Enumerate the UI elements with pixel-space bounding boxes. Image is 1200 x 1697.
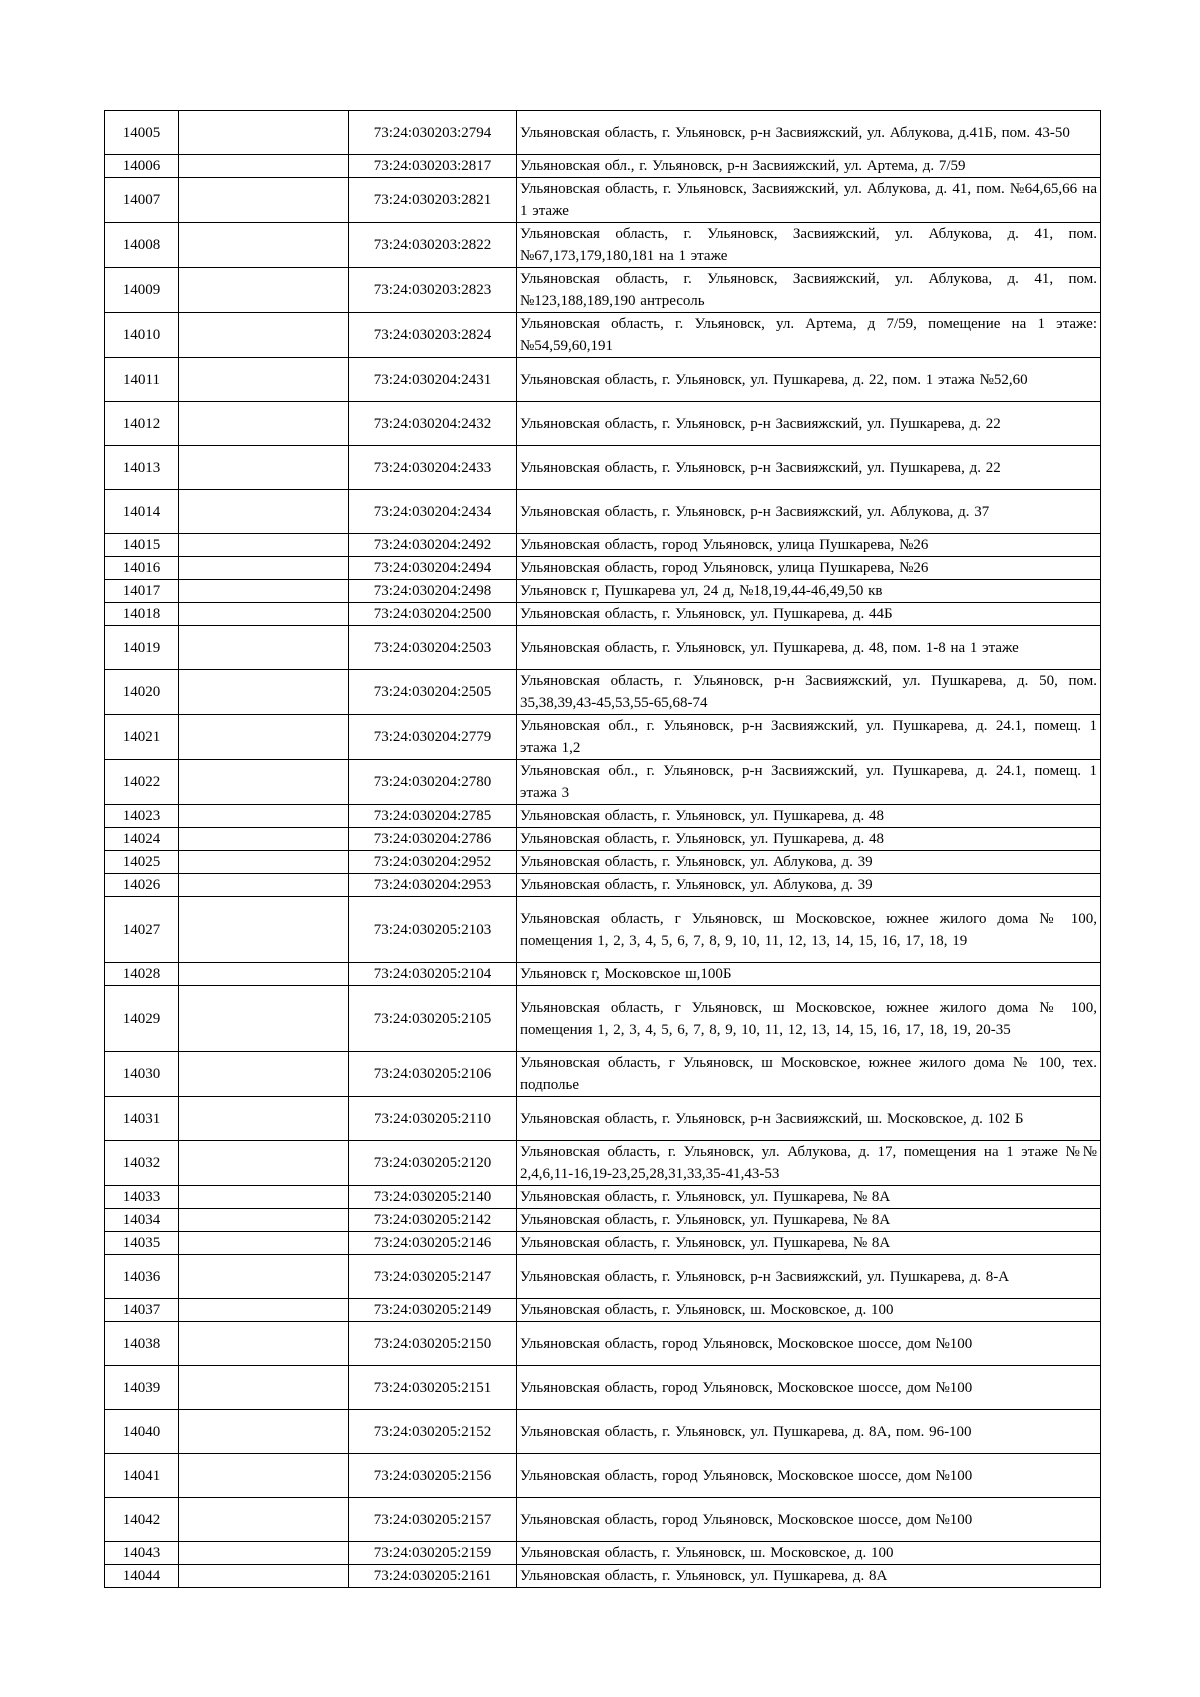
row-number: 14017: [105, 580, 179, 603]
row-number: 14026: [105, 874, 179, 897]
row-number: 14042: [105, 1498, 179, 1542]
property-address: Ульяновская область, г. Ульяновск, ш. Московское, д. 100: [517, 1299, 1101, 1322]
property-address: Ульяновская область, г. Ульяновск, ул. Пушкарева, № 8А: [517, 1209, 1101, 1232]
row-number: 14021: [105, 715, 179, 760]
row-number: 14039: [105, 1366, 179, 1410]
row-number: 14015: [105, 534, 179, 557]
property-address: Ульяновская область, г. Ульяновск, ш. Московское, д. 100: [517, 1542, 1101, 1565]
cadastral-number: 73:24:030205:2120: [349, 1141, 517, 1186]
row-empty-cell: [179, 828, 349, 851]
row-empty-cell: [179, 557, 349, 580]
row-empty-cell: [179, 490, 349, 534]
table-row: [105, 1322, 1101, 1366]
row-empty-cell: [179, 1498, 349, 1542]
registry-table-body: [105, 111, 1101, 1588]
row-empty-cell: [179, 268, 349, 313]
property-address: Ульяновская область, г Ульяновск, ш Московское, южнее жилого дома № 100, помещения 1, 2, 3, 4, 5, 6, 7, 8, 9, 10, 11, 12, 13, 14, 15, 16, 17, 18, 19, 20-35: [517, 986, 1101, 1052]
property-address: Ульяновская область, г. Ульяновск, ул. Пушкарева, д. 8А, пом. 96-100: [517, 1410, 1101, 1454]
property-address: Ульяновская область, г. Ульяновск, ул. Пушкарева, д. 8А: [517, 1565, 1101, 1588]
property-address: Ульяновская область, г. Ульяновск, Засвияжский, ул. Аблукова, д. 41, пом. №67,173,179,180,181 на 1 этаже: [517, 223, 1101, 268]
row-empty-cell: [179, 760, 349, 805]
row-empty-cell: [179, 1186, 349, 1209]
property-address: Ульяновская область, г. Ульяновск, ул. Пушкарева, № 8А: [517, 1232, 1101, 1255]
property-address: Ульяновская область, город Ульяновск, Московское шоссе, дом №100: [517, 1366, 1101, 1410]
row-number: 14016: [105, 557, 179, 580]
cadastral-number: 73:24:030204:2786: [349, 828, 517, 851]
row-empty-cell: [179, 1366, 349, 1410]
row-number: 14008: [105, 223, 179, 268]
table-row: [105, 557, 1101, 580]
cadastral-number: 73:24:030205:2151: [349, 1366, 517, 1410]
property-registry-table: [104, 110, 1101, 1588]
row-empty-cell: [179, 670, 349, 715]
row-number: 14034: [105, 1209, 179, 1232]
cadastral-number: 73:24:030204:2498: [349, 580, 517, 603]
table-row: [105, 670, 1101, 715]
cadastral-number: 73:24:030205:2110: [349, 1097, 517, 1141]
row-number: 14022: [105, 760, 179, 805]
row-empty-cell: [179, 1209, 349, 1232]
row-number: 14032: [105, 1141, 179, 1186]
table-row: [105, 760, 1101, 805]
property-address: Ульяновская область, г Ульяновск, ш Московское, южнее жилого дома № 100, помещения 1, 2, 3, 4, 5, 6, 7, 8, 9, 10, 11, 12, 13, 14, 15, 16, 17, 18, 19: [517, 897, 1101, 963]
row-number: 14018: [105, 603, 179, 626]
cadastral-number: 73:24:030203:2822: [349, 223, 517, 268]
cadastral-number: 73:24:030204:2432: [349, 402, 517, 446]
table-row: [105, 155, 1101, 178]
property-address: Ульяновская область, г. Ульяновск, р-н Засвияжский, ул. Пушкарева, д. 8-А: [517, 1255, 1101, 1299]
row-empty-cell: [179, 1255, 349, 1299]
cadastral-number: 73:24:030205:2146: [349, 1232, 517, 1255]
property-address: Ульяновская область, г. Ульяновск, ул. Аблукова, д. 17, помещения на 1 этаже №№ 2,4,6,11-16,19-23,25,28,31,33,35-41,43-53: [517, 1141, 1101, 1186]
cadastral-number: 73:24:030205:2106: [349, 1052, 517, 1097]
table-row: [105, 534, 1101, 557]
property-address: Ульяновская область, г. Ульяновск, р-н Засвияжский, ул. Аблукова, д.41Б, пом. 43-50: [517, 111, 1101, 155]
row-empty-cell: [179, 178, 349, 223]
cadastral-number: 73:24:030205:2149: [349, 1299, 517, 1322]
cadastral-number: 73:24:030204:2505: [349, 670, 517, 715]
row-empty-cell: [179, 874, 349, 897]
property-address: Ульяновская область, г. Ульяновск, ул. Пушкарева, д. 48, пом. 1-8 на 1 этаже: [517, 626, 1101, 670]
table-row: [105, 1366, 1101, 1410]
cadastral-number: 73:24:030204:2434: [349, 490, 517, 534]
table-row: [105, 1542, 1101, 1565]
property-address: Ульяновская область, г. Ульяновск, ул. Артема, д 7/59, помещение на 1 этаже: №54,59,60,191: [517, 313, 1101, 358]
row-number: 14024: [105, 828, 179, 851]
table-row: [105, 402, 1101, 446]
row-empty-cell: [179, 1454, 349, 1498]
table-row: [105, 874, 1101, 897]
property-address: Ульяновск г, Пушкарева ул, 24 д, №18,19,44-46,49,50 кв: [517, 580, 1101, 603]
row-empty-cell: [179, 1299, 349, 1322]
property-address: Ульяновск г, Московское ш,100Б: [517, 963, 1101, 986]
cadastral-number: 73:24:030203:2824: [349, 313, 517, 358]
row-number: 14019: [105, 626, 179, 670]
cadastral-number: 73:24:030204:2780: [349, 760, 517, 805]
row-empty-cell: [179, 1052, 349, 1097]
table-row: [105, 580, 1101, 603]
table-row: [105, 805, 1101, 828]
cadastral-number: 73:24:030204:2500: [349, 603, 517, 626]
table-row: [105, 603, 1101, 626]
row-empty-cell: [179, 963, 349, 986]
table-row: [105, 851, 1101, 874]
property-address: Ульяновская область, г. Ульяновск, Засвияжский, ул. Аблукова, д. 41, пом. №64,65,66 на 1 этаже: [517, 178, 1101, 223]
row-empty-cell: [179, 1565, 349, 1588]
table-row: [105, 986, 1101, 1052]
cadastral-number: 73:24:030204:2431: [349, 358, 517, 402]
row-empty-cell: [179, 897, 349, 963]
table-row: [105, 1410, 1101, 1454]
row-empty-cell: [179, 1097, 349, 1141]
row-number: 14005: [105, 111, 179, 155]
row-number: 14043: [105, 1542, 179, 1565]
cadastral-number: 73:24:030205:2159: [349, 1542, 517, 1565]
row-number: 14010: [105, 313, 179, 358]
row-empty-cell: [179, 313, 349, 358]
cadastral-number: 73:24:030204:2953: [349, 874, 517, 897]
table-row: [105, 358, 1101, 402]
cadastral-number: 73:24:030205:2157: [349, 1498, 517, 1542]
row-empty-cell: [179, 805, 349, 828]
row-empty-cell: [179, 358, 349, 402]
table-row: [105, 626, 1101, 670]
cadastral-number: 73:24:030205:2150: [349, 1322, 517, 1366]
table-row: [105, 828, 1101, 851]
cadastral-number: 73:24:030204:2492: [349, 534, 517, 557]
table-row: [105, 715, 1101, 760]
property-address: Ульяновская область, г. Ульяновск, ул. Аблукова, д. 39: [517, 874, 1101, 897]
property-address: Ульяновская область, г. Ульяновск, ул. Пушкарева, д. 22, пом. 1 этажа №52,60: [517, 358, 1101, 402]
cadastral-number: 73:24:030205:2147: [349, 1255, 517, 1299]
row-number: 14035: [105, 1232, 179, 1255]
property-address: Ульяновская область, город Ульяновск, Московское шоссе, дом №100: [517, 1322, 1101, 1366]
table-row: [105, 268, 1101, 313]
row-number: 14028: [105, 963, 179, 986]
cadastral-number: 73:24:030204:2779: [349, 715, 517, 760]
cadastral-number: 73:24:030204:2952: [349, 851, 517, 874]
cadastral-number: 73:24:030204:2785: [349, 805, 517, 828]
row-empty-cell: [179, 155, 349, 178]
row-empty-cell: [179, 715, 349, 760]
property-address: Ульяновская область, город Ульяновск, Московское шоссе, дом №100: [517, 1454, 1101, 1498]
cadastral-number: 73:24:030203:2817: [349, 155, 517, 178]
table-row: [105, 446, 1101, 490]
row-empty-cell: [179, 402, 349, 446]
row-empty-cell: [179, 851, 349, 874]
table-row: [105, 313, 1101, 358]
cadastral-number: 73:24:030205:2156: [349, 1454, 517, 1498]
row-number: 14014: [105, 490, 179, 534]
row-number: 14023: [105, 805, 179, 828]
row-number: 14030: [105, 1052, 179, 1097]
row-number: 14038: [105, 1322, 179, 1366]
row-number: 14031: [105, 1097, 179, 1141]
property-address: Ульяновская обл., г. Ульяновск, р-н Засвияжский, ул. Пушкарева, д. 24.1, помещ. 1 этажа 3: [517, 760, 1101, 805]
table-row: [105, 1498, 1101, 1542]
cadastral-number: 73:24:030205:2105: [349, 986, 517, 1052]
row-number: 14011: [105, 358, 179, 402]
property-address: Ульяновская область, г. Ульяновск, ул. Пушкарева, д. 48: [517, 805, 1101, 828]
table-row: [105, 1232, 1101, 1255]
cadastral-number: 73:24:030205:2161: [349, 1565, 517, 1588]
row-number: 14040: [105, 1410, 179, 1454]
table-row: [105, 1141, 1101, 1186]
row-empty-cell: [179, 534, 349, 557]
property-address: Ульяновская область, город Ульяновск, улица Пушкарева, №26: [517, 534, 1101, 557]
row-number: 14033: [105, 1186, 179, 1209]
table-row: [105, 1255, 1101, 1299]
cadastral-number: 73:24:030205:2142: [349, 1209, 517, 1232]
property-address: Ульяновская область, город Ульяновск, улица Пушкарева, №26: [517, 557, 1101, 580]
row-number: 14029: [105, 986, 179, 1052]
table-row: [105, 1052, 1101, 1097]
cadastral-number: 73:24:030204:2494: [349, 557, 517, 580]
property-address: Ульяновская область, г. Ульяновск, ул. Аблукова, д. 39: [517, 851, 1101, 874]
row-empty-cell: [179, 580, 349, 603]
property-address: Ульяновская область, г. Ульяновск, ул. Пушкарева, д. 44Б: [517, 603, 1101, 626]
property-address: Ульяновская область, г. Ульяновск, ул. Пушкарева, д. 48: [517, 828, 1101, 851]
cadastral-number: 73:24:030205:2103: [349, 897, 517, 963]
table-row: [105, 1454, 1101, 1498]
row-number: 14037: [105, 1299, 179, 1322]
row-empty-cell: [179, 1542, 349, 1565]
row-empty-cell: [179, 111, 349, 155]
cadastral-number: 73:24:030203:2794: [349, 111, 517, 155]
property-address: Ульяновская область, г. Ульяновск, Засвияжский, ул. Аблукова, д. 41, пом. №123,188,189,190 антресоль: [517, 268, 1101, 313]
table-row: [105, 1186, 1101, 1209]
row-number: 14012: [105, 402, 179, 446]
row-number: 14009: [105, 268, 179, 313]
property-address: Ульяновская область, г Ульяновск, ш Московское, южнее жилого дома № 100, тех. подполье: [517, 1052, 1101, 1097]
table-row: [105, 1097, 1101, 1141]
cadastral-number: 73:24:030205:2152: [349, 1410, 517, 1454]
property-address: Ульяновская область, г. Ульяновск, ул. Пушкарева, № 8А: [517, 1186, 1101, 1209]
table-row: [105, 223, 1101, 268]
table-row: [105, 1299, 1101, 1322]
table-row: [105, 178, 1101, 223]
row-number: 14044: [105, 1565, 179, 1588]
row-number: 14020: [105, 670, 179, 715]
row-empty-cell: [179, 223, 349, 268]
row-empty-cell: [179, 1141, 349, 1186]
row-empty-cell: [179, 1322, 349, 1366]
property-address: Ульяновская область, город Ульяновск, Московское шоссе, дом №100: [517, 1498, 1101, 1542]
table-row: [105, 897, 1101, 963]
row-number: 14036: [105, 1255, 179, 1299]
row-empty-cell: [179, 986, 349, 1052]
cadastral-number: 73:24:030203:2821: [349, 178, 517, 223]
property-address: Ульяновская область, г. Ульяновск, р-н Засвияжский, ул. Аблукова, д. 37: [517, 490, 1101, 534]
row-empty-cell: [179, 446, 349, 490]
cadastral-number: 73:24:030204:2503: [349, 626, 517, 670]
cadastral-number: 73:24:030205:2104: [349, 963, 517, 986]
table-row: [105, 490, 1101, 534]
property-address: Ульяновская обл., г. Ульяновск, р-н Засвияжский, ул. Пушкарева, д. 24.1, помещ. 1 этажа 1,2: [517, 715, 1101, 760]
property-address: Ульяновская обл., г. Ульяновск, р-н Засвияжский, ул. Артема, д. 7/59: [517, 155, 1101, 178]
table-row: [105, 963, 1101, 986]
table-row: [105, 1209, 1101, 1232]
row-number: 14027: [105, 897, 179, 963]
property-address: Ульяновская область, г. Ульяновск, р-н Засвияжский, ул. Пушкарева, д. 50, пом. 35,38,39,43-45,53,55-65,68-74: [517, 670, 1101, 715]
row-empty-cell: [179, 1232, 349, 1255]
table-row: [105, 1565, 1101, 1588]
row-empty-cell: [179, 626, 349, 670]
table-row: [105, 111, 1101, 155]
property-address: Ульяновская область, г. Ульяновск, р-н Засвияжский, ул. Пушкарева, д. 22: [517, 446, 1101, 490]
row-number: 14025: [105, 851, 179, 874]
row-empty-cell: [179, 603, 349, 626]
property-address: Ульяновская область, г. Ульяновск, р-н Засвияжский, ш. Московское, д. 102 Б: [517, 1097, 1101, 1141]
row-number: 14006: [105, 155, 179, 178]
cadastral-number: 73:24:030205:2140: [349, 1186, 517, 1209]
property-address: Ульяновская область, г. Ульяновск, р-н Засвияжский, ул. Пушкарева, д. 22: [517, 402, 1101, 446]
row-number: 14013: [105, 446, 179, 490]
cadastral-number: 73:24:030203:2823: [349, 268, 517, 313]
row-number: 14007: [105, 178, 179, 223]
row-number: 14041: [105, 1454, 179, 1498]
row-empty-cell: [179, 1410, 349, 1454]
cadastral-number: 73:24:030204:2433: [349, 446, 517, 490]
